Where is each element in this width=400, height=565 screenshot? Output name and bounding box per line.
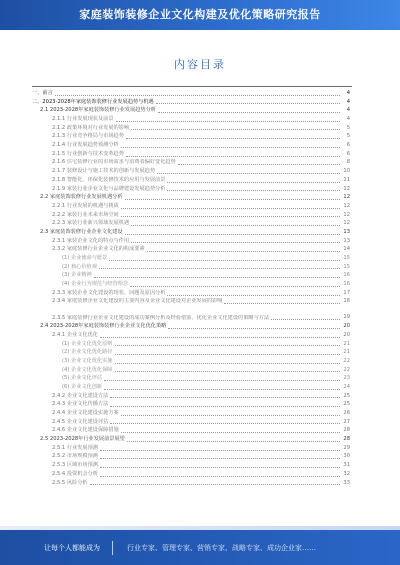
toc-entry[interactable] — [32, 159, 350, 168]
toc-entry[interactable] — [32, 202, 350, 211]
toc-page-number: 25 — [343, 401, 350, 408]
toc-entry-text: 2.3 家庭装饰装修行业企业文化建设 — [40, 228, 123, 235]
footer-separator — [112, 541, 113, 555]
toc-entry-text: 2.2.2 家装行业未来市场空间 — [52, 211, 119, 218]
toc-page-number: 30 — [343, 453, 350, 460]
toc-page-number: 31 — [343, 462, 350, 469]
toc-leader-dots — [115, 363, 341, 364]
toc-leader-dots — [99, 268, 340, 269]
toc-page-number: 20 — [343, 331, 350, 338]
toc-page-number: 5 — [346, 133, 350, 140]
toc-entry[interactable] — [32, 141, 350, 150]
toc-page-number: 20 — [343, 323, 350, 330]
toc-page-number: 21 — [343, 340, 350, 347]
toc-leader-dots — [126, 138, 340, 139]
toc-page-number: 16 — [343, 281, 350, 288]
toc-entry-text: 2.3.2 家庭装修行业企业文化的构成要素 — [52, 246, 145, 253]
toc-page-number: 27 — [343, 418, 350, 425]
toc-page-number: 12 — [343, 194, 350, 201]
toc-page-number: 25 — [343, 392, 350, 399]
toc-page-number: 4 — [346, 98, 350, 105]
toc-entry-text: 2.3.1 家装企业文化的特点与作用 — [52, 237, 130, 244]
toc-page-number: 12 — [343, 211, 350, 218]
toc-page-number: 4 — [346, 89, 350, 96]
toc-page-number: 13 — [343, 237, 350, 244]
toc-leader-dots — [167, 295, 340, 296]
toc-page-number: 26 — [343, 410, 350, 417]
toc-page-number: 28 — [343, 427, 350, 434]
toc-entry[interactable] — [32, 89, 350, 98]
toc-entry-text: 2.4.4 企业文化建设实施方案 — [52, 410, 119, 417]
toc-leader-dots — [100, 450, 340, 451]
report-title: 家庭装饰装修企业文化构建及优化策略研究报告 — [79, 8, 321, 21]
toc-entry[interactable] — [32, 435, 350, 444]
toc-entry-text: 2.3.4 家庭装修企业文化建设的主要内容及企业文化建设对企业发展的影响 — [52, 298, 223, 305]
toc-page-number: 29 — [343, 444, 350, 451]
toc-entry[interactable] — [32, 418, 350, 427]
toc-entry[interactable] — [32, 106, 350, 115]
toc-entry[interactable] — [32, 289, 350, 298]
toc-entry[interactable] — [32, 280, 350, 289]
toc-entry-text: (3) 企业精神 — [62, 272, 92, 279]
toc-leader-dots — [100, 337, 340, 338]
toc-page-number: 10 — [343, 168, 350, 175]
toc-page-number: 32 — [343, 470, 350, 477]
toc-entry-text: 2.5.3 区域市场预测 — [52, 462, 98, 469]
toc-leader-dots — [158, 112, 340, 113]
toc-leader-dots — [125, 234, 340, 235]
toc-entry-text: 2.1.1 行业发展现状及前景 — [52, 116, 114, 123]
toc-leader-dots — [178, 164, 340, 165]
toc-entry-text: 2.4.3 企业文化传播方法 — [52, 401, 109, 408]
toc-page-number: 19 — [343, 314, 350, 321]
toc-page-number: 17 — [343, 289, 350, 296]
toc-page-number: 14 — [343, 246, 350, 253]
toc-entry[interactable] — [32, 453, 350, 462]
toc-page-number: 15 — [343, 263, 350, 270]
toc-leader-dots — [131, 242, 340, 243]
page-footer — [0, 530, 400, 565]
toc-divider — [32, 86, 352, 87]
toc-entry-text: 2.1.8 智能化、环保化装修技术的应用与发展前景 — [52, 176, 166, 183]
toc-page-number: 11 — [343, 176, 350, 183]
toc-entry[interactable] — [32, 298, 350, 307]
toc-leader-dots — [121, 415, 340, 416]
toc-page-number: 12 — [343, 185, 350, 192]
toc-entry-text: 2.1.3 行业竞争格局与市场趋势 — [52, 133, 124, 140]
toc-leader-dots — [104, 380, 340, 381]
toc-leader-dots — [116, 121, 340, 122]
toc-leader-dots — [94, 277, 340, 278]
toc-entry-text: 2.1.6 住宅装修行业的市场需求与消费者偏好变化趋势 — [52, 159, 176, 166]
footer-tagline: 行业专家、管理专家、营销专家、战略专家、成功企业家…… — [127, 543, 316, 552]
toc-entry[interactable] — [32, 348, 350, 357]
toc-entry-text: 二、2023-2028年家庭装饰装修行业发展趋势与机遇 — [32, 98, 154, 105]
toc-page-number: 23 — [343, 375, 350, 382]
page-header — [0, 0, 400, 30]
toc-leader-dots — [115, 345, 341, 346]
toc-entry[interactable] — [32, 479, 350, 488]
toc-page-number: 4 — [346, 107, 350, 114]
toc-page-number: 12 — [343, 202, 350, 209]
toc-entry[interactable] — [32, 383, 350, 392]
toc-entry-text: 2.2 家庭装饰装修行业发展机遇分析 — [40, 194, 123, 201]
toc-leader-dots — [90, 484, 340, 485]
toc-entry-text: 2.5.1 行业发展预测 — [52, 444, 98, 451]
toc-page-number: 4 — [346, 116, 350, 123]
toc-leader-dots — [115, 371, 341, 372]
toc-entry[interactable] — [32, 124, 350, 133]
toc-page-number: 33 — [343, 479, 350, 486]
toc-entry-text: (2) 企业文化优化路径 — [62, 349, 113, 356]
toc-leader-dots — [131, 129, 340, 130]
toc-entry-text: 2.4.2 企业文化建设方法 — [52, 392, 109, 399]
toc-entry-text: 2.1.9 家装行业企业文化与品牌建设发展趋势分析 — [52, 185, 166, 192]
toc-entry[interactable] — [32, 245, 350, 254]
toc-page-number: 16 — [343, 272, 350, 279]
toc-entry[interactable] — [32, 461, 350, 470]
toc-entry[interactable] — [32, 167, 350, 176]
toc-entry-text: 2.3.3 家装企业文化建设的现状、问题及原因分析 — [52, 289, 166, 296]
toc-page-number: 15 — [343, 255, 350, 262]
toc-leader-dots — [167, 182, 340, 183]
toc-entry[interactable] — [32, 115, 350, 124]
footer-slogan: 让每个人都能成为 — [44, 543, 100, 552]
toc-entry-text: (2) 核心价值观 — [62, 263, 97, 270]
toc-entry-text: 2.5.4 投资机会分析 — [52, 470, 98, 477]
toc-entry[interactable] — [32, 470, 350, 479]
toc-leader-dots — [55, 95, 340, 96]
toc-entry-text: (3) 企业文化优化实施 — [62, 357, 113, 364]
toc-entry-text: 2.1.2 政策环境对行业发展的影响 — [52, 124, 130, 131]
toc-page-number: 6 — [346, 150, 350, 157]
toc-entry-text: (1) 企业文化优化原则 — [62, 340, 113, 347]
toc-page-number: 28 — [343, 436, 350, 443]
toc-entry[interactable] — [32, 357, 350, 366]
toc-entry[interactable] — [32, 132, 350, 141]
toc-leader-dots — [115, 354, 341, 355]
toc-leader-dots — [121, 216, 340, 217]
toc-page-number: 12 — [343, 220, 350, 227]
toc-leader-dots — [110, 406, 340, 407]
toc-entry[interactable] — [32, 219, 350, 228]
toc-leader-dots — [110, 423, 340, 424]
toc-leader-dots — [127, 441, 340, 442]
toc-entry[interactable] — [32, 237, 350, 246]
toc-page-number: 21 — [343, 349, 350, 356]
toc-entry-text: 2.4 2023-2028年家庭装饰装修行业企业文化优化策略 — [40, 323, 167, 330]
toc-leader-dots — [168, 328, 340, 329]
toc-entry-text: (5) 企业文化评估 — [62, 375, 103, 382]
toc-leader-dots — [125, 199, 340, 200]
toc-entry[interactable] — [32, 340, 350, 349]
toc-leader-dots — [121, 432, 340, 433]
toc-entry[interactable] — [32, 374, 350, 383]
toc-entry[interactable] — [32, 392, 350, 401]
toc-entry-text: (4) 企业文化优化保障 — [62, 366, 113, 373]
toc-entry-text: 2.1.4 行业发展趋势预测分析 — [52, 142, 119, 149]
toc-entry-text: 2.4.1 企业文化优化 — [52, 331, 98, 338]
toc-entry-text: 2.1.5 行业创新与技术变革趋势 — [52, 150, 124, 157]
toc-entry[interactable] — [32, 444, 350, 453]
toc-entry[interactable] — [32, 331, 350, 340]
toc-entry[interactable] — [32, 306, 350, 322]
toc-entry-text: (6) 企业文化创新 — [62, 383, 103, 390]
toc-entry-text: 2.1 2023-2028年家庭装饰装修行业发展趋势分析 — [40, 107, 156, 114]
toc-entry[interactable] — [32, 322, 350, 331]
toc-entry-text: 2.3.5 家庭装修行业企业文化建设的成功案例分析及经验借鉴，优化企业文化建设的策略与方法 — [52, 314, 270, 321]
toc-entry[interactable] — [32, 426, 350, 435]
toc-leader-dots — [100, 458, 340, 459]
toc-entry-text: 2.2.1 行业发展的机遇与挑战 — [52, 202, 119, 209]
toc-page-number: 13 — [343, 228, 350, 235]
toc-entry[interactable] — [32, 98, 350, 107]
toc-leader-dots — [156, 103, 340, 104]
toc-heading: 内容目录 — [174, 58, 226, 71]
toc-leader-dots — [167, 190, 340, 191]
toc-entry[interactable] — [32, 400, 350, 409]
toc-leader-dots — [271, 319, 340, 320]
toc-page-number: 18 — [343, 298, 350, 305]
toc-leader-dots — [224, 303, 340, 304]
toc-entry[interactable] — [32, 211, 350, 220]
toc-leader-dots — [121, 147, 340, 148]
toc-entry[interactable] — [32, 176, 350, 185]
toc-page-number: 5 — [346, 124, 350, 131]
toc-entry-text: (1) 企业使命与愿景 — [62, 255, 108, 262]
toc-entry[interactable] — [32, 193, 350, 202]
toc-entry-text: 2.4.5 企业文化建设评估 — [52, 418, 109, 425]
toc-entry-text: 2.1.7 装修设计与施工技术的创新与发展趋势 — [52, 168, 156, 175]
toc-leader-dots — [100, 476, 340, 477]
toc-leader-dots — [109, 260, 340, 261]
toc-leader-dots — [110, 397, 340, 398]
toc-entry[interactable] — [32, 263, 350, 272]
toc-entry-text: 2.5.5 风险分析 — [52, 479, 88, 486]
toc-leader-dots — [121, 208, 340, 209]
toc-leader-dots — [147, 251, 340, 252]
toc-page-number: 24 — [343, 383, 350, 390]
toc-entry-text: 2.5 2023-2028年行业发展前景展望 — [40, 436, 125, 443]
toc-leader-dots — [131, 225, 340, 226]
toc-entry-text: 2.5.2 市场规模预测 — [52, 453, 98, 460]
toc-entry[interactable] — [32, 254, 350, 263]
toc-leader-dots — [104, 389, 340, 390]
table-of-contents — [32, 89, 350, 533]
toc-leader-dots — [100, 467, 340, 468]
toc-leader-dots — [157, 173, 340, 174]
toc-entry[interactable] — [32, 228, 350, 237]
toc-entry[interactable] — [32, 271, 350, 280]
toc-entry-text: (4) 企业行为规范与经营理念 — [62, 281, 129, 288]
toc-entry[interactable] — [32, 185, 350, 194]
toc-entry-text: 2.4.6 企业文化建设保障措施 — [52, 427, 119, 434]
toc-page-number: 8 — [346, 159, 350, 166]
toc-page-number: 22 — [343, 357, 350, 364]
toc-entry[interactable] — [32, 150, 350, 159]
toc-leader-dots — [130, 286, 340, 287]
toc-page-number: 6 — [346, 142, 350, 149]
toc-entry-text: 2.2.3 家装行业新兴领域发展机遇 — [52, 220, 130, 227]
toc-entry-text: 一、前言 — [32, 89, 53, 96]
toc-entry[interactable] — [32, 409, 350, 418]
toc-entry[interactable] — [32, 366, 350, 375]
toc-page-number: 22 — [343, 366, 350, 373]
toc-leader-dots — [126, 156, 340, 157]
